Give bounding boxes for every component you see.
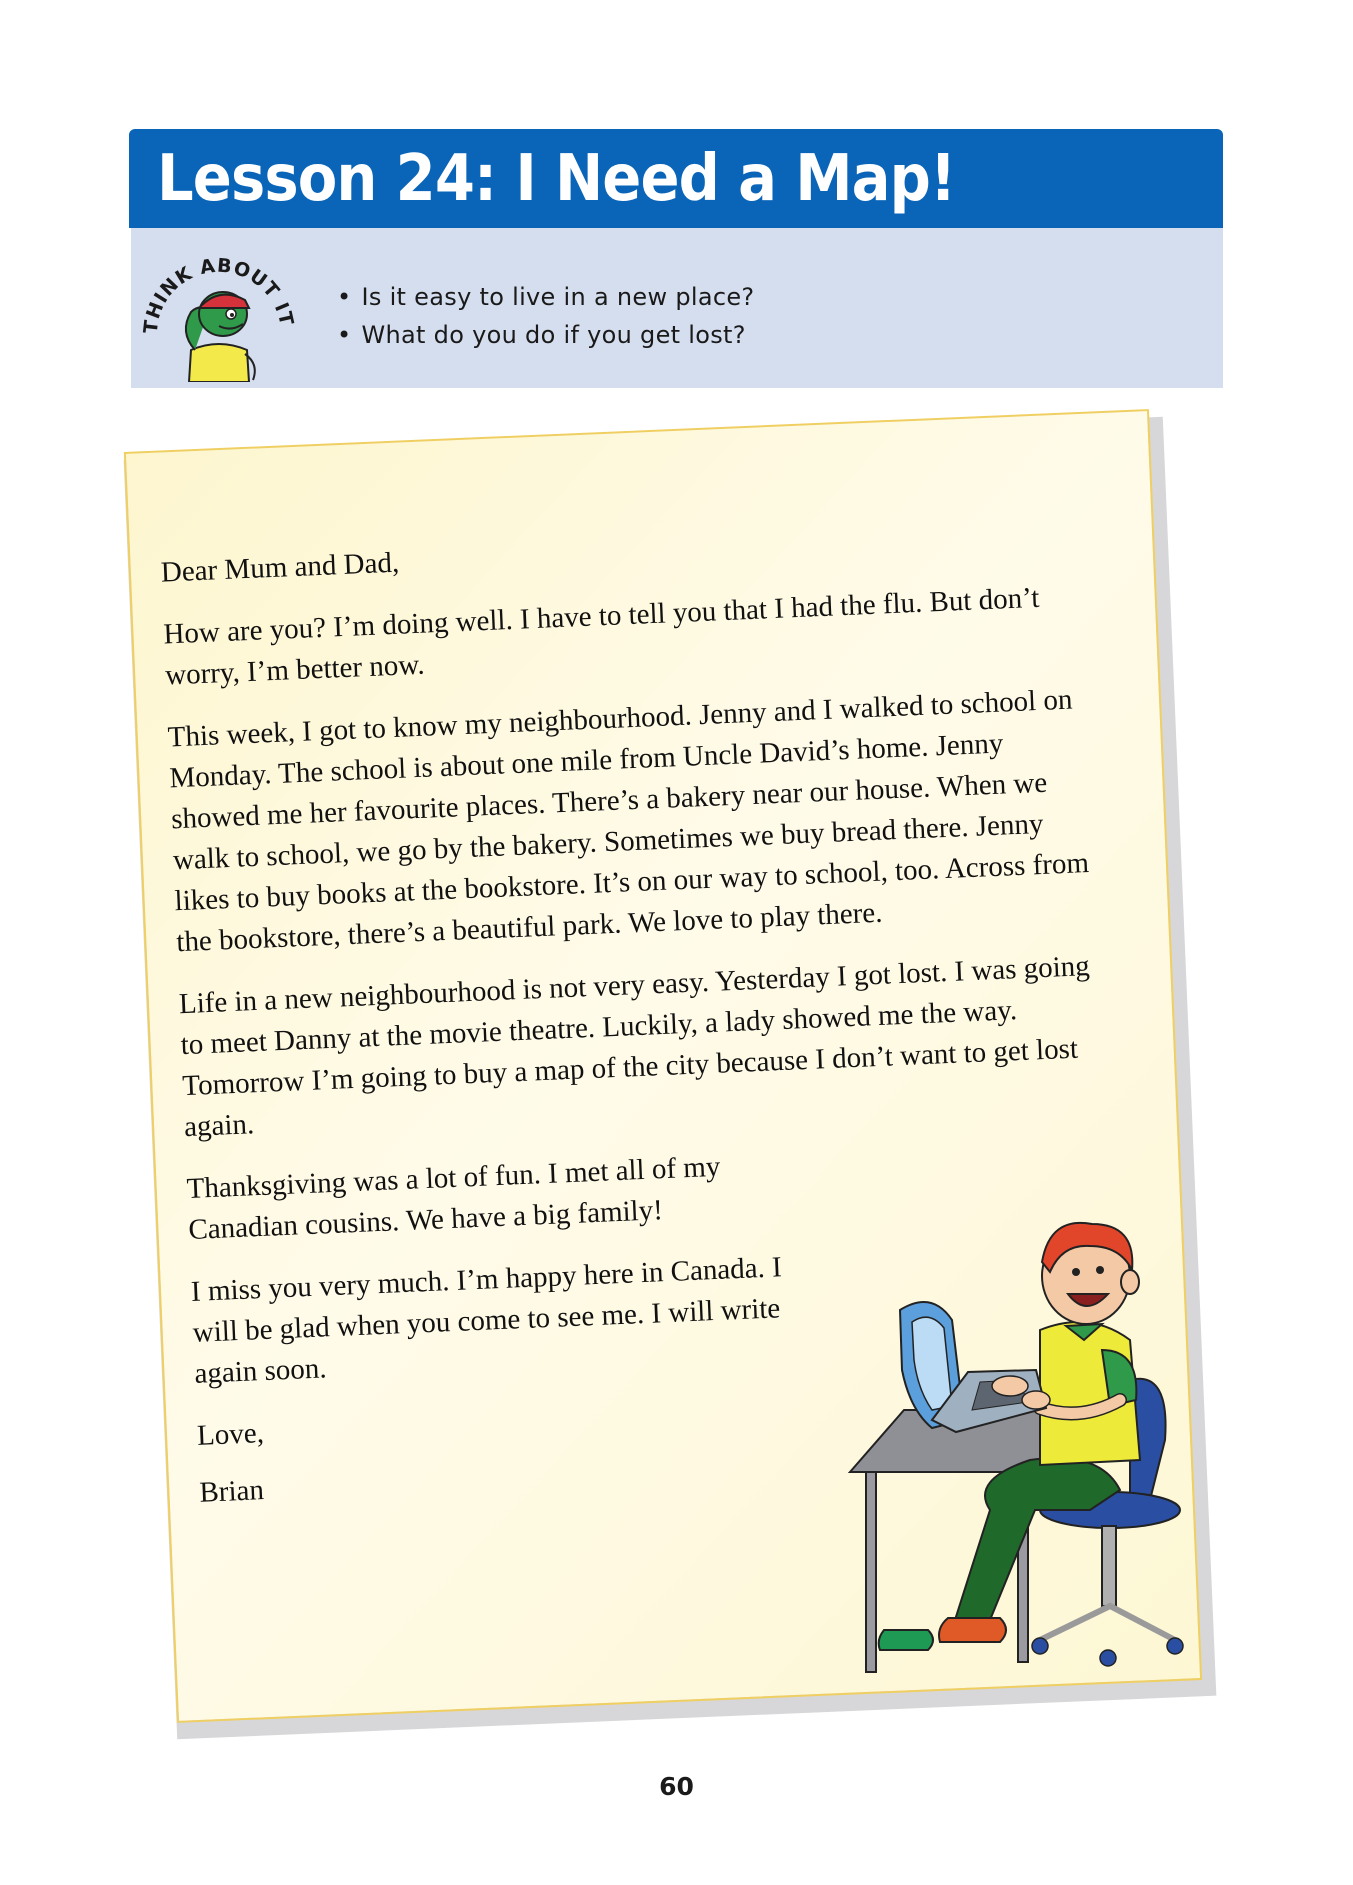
letter-signature: Brian <box>198 1474 265 1509</box>
letter-paragraph: How are you? I’m doing well. I have to tell you that I had the flu. But don’t worry, I’m better now. <box>162 581 1040 692</box>
letter-closing: Love, <box>196 1417 265 1452</box>
think-about-it-badge-text: THINK ABOUT IT <box>139 254 298 335</box>
think-question: • What do you do if you get lost? <box>337 316 754 354</box>
think-about-it-box <box>131 228 1223 388</box>
letter-paragraph: Life in a new neighbourhood is not very easy. Yesterday I got lost. I was going to meet Danny at the movie theatre. Luckily, a lady showed me the way. Tomorrow I’m going to buy a map of the city because I don’t want to get lost again. <box>178 950 1091 1144</box>
lesson-title: Lesson 24: I Need a Map! <box>157 142 956 216</box>
think-question: • Is it easy to live in a new place? <box>337 278 754 316</box>
letter-salutation: Dear Mum and Dad, <box>160 546 400 589</box>
boy-at-laptop-illustration <box>840 1210 1190 1680</box>
lesson-title-bar <box>129 129 1223 228</box>
think-about-it-mascot-icon <box>139 242 299 382</box>
think-about-it-questions <box>337 278 754 354</box>
letter-paragraph: This week, I got to know my neighbourhood. Jenny and I walked to school on Monday. The school is about one mile from Uncle David’s home. Jenny showed me her favourite places. There’s a bakery near our house. When we walk to school, we go by the bakery. Sometimes we buy bread there. Jenny likes to buy books at the bookstore. It’s on our way to school, too. Across from the bookstore, there’s a beautiful park. We love to play there. <box>167 683 1090 959</box>
page-number: 60 <box>659 1772 694 1801</box>
letter-paragraph: I miss you very much. I’m happy here in Canada. I will be glad when you come to see me. I will write again soon. <box>190 1251 783 1390</box>
letter-paragraph: Thanksgiving was a lot of fun. I met all of my Canadian cousins. We have a big family! <box>186 1150 721 1247</box>
